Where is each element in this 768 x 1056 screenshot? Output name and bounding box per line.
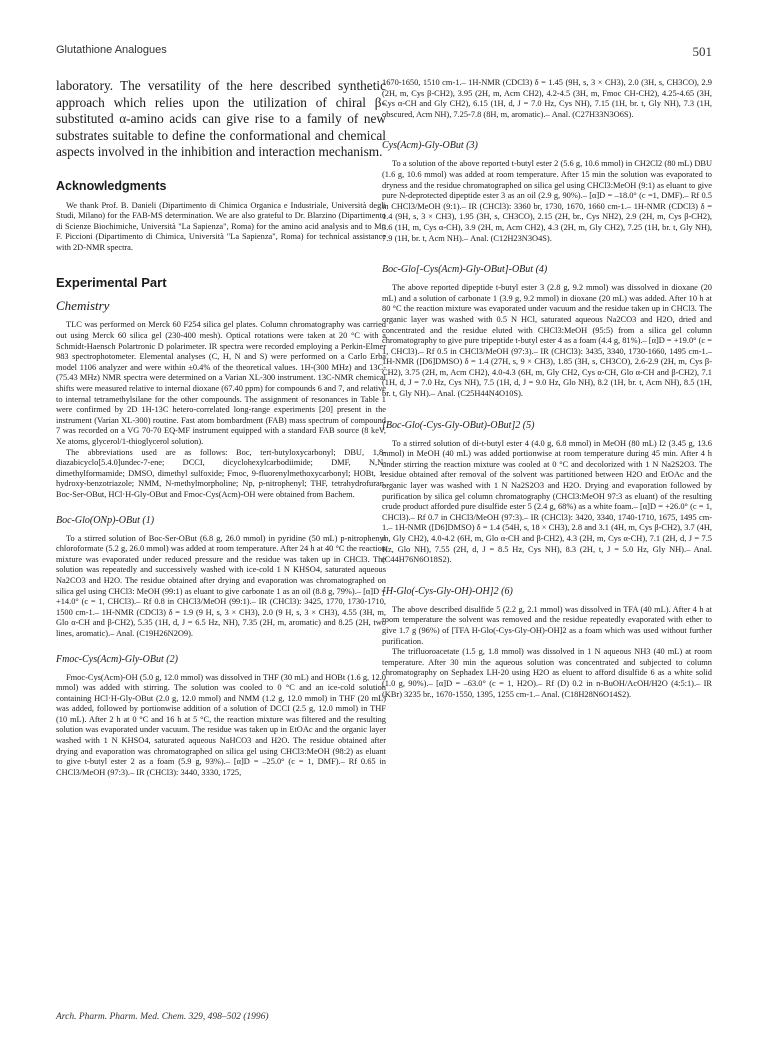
right-column [382,78,712,700]
compound-2-text: Fmoc-Cys(Acm)-OH (5.0 g, 12.0 mmol) was dissolved in THF (30 mL) and HOBt (1.6 g, 12.0 mmol) was added with stirring. The solution was cooled to 0 °C and an ice-cold solution containing HCl·H-Gly-OBut (2.0 g, 12.0 mmol) and NMM (1.2 g, 12.0 mmol) in THF (20 mL) was added, followed by portionwise addition of a solution of DCCI (2.5 g, 12.0 mmol) in THF (10 mL). After 2 h at 0 °C and 16 h at 5 °C, the reaction mixture was filtered and the resulting solution was evaporated under vacuum. The residue was taken up in EtOAc and the organic layer washed with 1 N KHSO4, saturated aqueous NaHCO3 and H2O. The residue obtained after drying and evaporation was chromatographed on silica gel using CHCl3:MeOH (98:2) as eluant to give t-butyl ester 2 as a foam (5.9 g, 93%).– [α]D = –25.0° (c = 1, DMF).– Rf 0.65 in CHCl3/MeOH (97:3).– IR (CHCl3): 3440, 3330, 1725, [56,672,386,777]
compound-6-heading: [H-Glo(-Cys-Gly-OH)-OH]2 (6) [382,585,513,597]
compound-2-heading: Fmoc-Cys(Acm)-Gly-OBut (2) [56,653,178,665]
acknowledgments-text: We thank Prof. B. Danieli (Dipartimento di Chimica Organica e Industriale, Università degli Studi, Milano) for the FAB-MS determination. We are also grateful to Dr. Blarzino (Dipartimento di Scienze Biochimiche, Università "La Sapienza", Roma) for the amino acid analysis and to Mr. F. Piccioni (Dipartimento di Chimica, Università "La Sapienza", Roma) for technical assistance with 2D-NMR spectra. [56,200,386,252]
running-header: Glutathione Analogues [56,44,167,56]
chemistry-paragraph-1: TLC was performed on Merck 60 F254 silica gel plates. Column chromatography was carried out using Merck 60 silica gel (230-400 mesh). Optical rotations were taken at 20 °C with a Schmidt-Haensch Polartronic D polarimeter. IR spectra were recorded employing a Perkin-Elmer 983 spectrophotometer. Elemental analyses (C, H, N and S) were performed on a Carlo Erba model 1106 analyzer and were within ±0.4% of the theoretical values. 1H-(300 MHz) and 13C-(75.43 MHz) NMR spectra were determined on a Varian XL-300 instrument. 13C-NMR chemical shifts were measured relative to internal dioxane (67.40 ppm) for compounds 6 and 7, and relative to internal tetramethylsilane for the other compounds. The assignment of resonances in Table 1 were confirmed by 2D 1H-13C hetero-correlated long-range experiments [20] present in the instrument (Varian XL-300) routine. Fast atom bombardment (FAB) mass spectrum of compound 7 was recorded on a VG 70-70 EQ-MF instrument equipped with a standard FAB source (8 keV, Xe atoms, glycerol/1-thioglycerol solution). [56,320,386,446]
left-column [56,78,386,778]
compound-4-text: The above reported dipeptide t-butyl ester 3 (2.8 g, 9.2 mmol) was dissolved in dioxane (20 mL) and a solution of carbonate 1 (3.9 g, 9.2 mmol) in dioxane (20 mL) was added. After 10 h at 80 °C the reaction mixture was evaporated under vacuum and the residue taken up in CHCl3. The organic layer was washed with 0.5 N HCl, saturated aqueous Na2CO3 and H2O, dried and concentrated and the residue eluted with CHCl3:MeOH (95:5) from a silica gel column chromatography to give pure tripeptide t-butyl ester 4 as a foam (4.4 g, 81%).– [α]D = +19.0° (c = 1, CHCl3).– Rf 0.5 in CHCl3/MeOH (97:3).– IR (CHCl3): 3435, 3340, 1730-1660, 1495 cm-1.– 1H-NMR ([D6]DMSO) δ = 1.4 (27H, s, 9 × CH3), 1.85 (3H, s, CH3CO), 2.6-2.9 (2H, m, Cys β-CH2), 3.75 (2H, m, Acm CH2), 4.0-4.3 (6H, m, Gly CH2, Cys α-CH, Glo α-CH and β-CH2), 7.1 (1H, d, J = 7.0 Hz, Cys NH), 7.5 (1H, d, J = 9.0 Hz, Glo NH), 8.2 (1H, br. t, Acm NH), 8.5 (1H, br. t, Gly NH).– Anal. (C25H44N4O10S). [382,283,712,399]
compound-6-text-2: The trifluoroacetate (1.5 g, 1.8 mmol) was dissolved in 1 N aqueous NH3 (40 mL) at room temperature. After 30 min the aqueous solution was concentrated and subjected to column chromatography on Sephadex LH-20 using H2O as eluent to afford disulfide 6 as a white solid (1.0 g, 90%).– [α]D = –63.0° (c = 1, H2O).– Rf (D) 0.2 in n-BuOH/AcOH/H2O (4:5:1).– IR (KBr) 3235 br., 1670-1550, 1395, 1255 cm-1.– Anal. (C18H28N6O14S2). [382,647,712,699]
intro-paragraph: laboratory. The versatility of the here described synthetic approach which relies upon the utilization of chiral β-substituted α-amino acids can give rise to a family of new substrates suitable to define the conformational and chemical aspects involved in the inhibition and interaction mechanism. [56,78,386,159]
compound-1-text: To a stirred solution of Boc-Ser-OBut (6.8 g, 26.0 mmol) in pyridine (50 mL) p-nitrophenyl chloroformate (5.2 g, 26.0 mmol) was added at room temperature. After 24 h at 40 °C the reaction mixture was evaporated under reduced pressure and the residue was taken up in CHCl3. The solution was repeatedly and successively washed with ice-cold 1 N KHSO4, saturated aqueous Na2CO3 and H2O. The residue obtained after drying and evaporation was chromatographed on silica gel using CHCl3: MeOH (99:1) as eluant to give carbonate 1 as an oil (8.8 g, 79%).– [α]D = +14.0° (c = 1, CHCl3).– Rf 0.8 in CHCl3/MeOH (99:1).– IR (CHCl3): 3425, 1770, 1730-1710, 1500 cm-1.– 1H-NMR (CDCl3) δ = 1.9 (9 H, s, 3 × CH3), 2.0 (9 H, s, 3 × CH3), 4.55 (3H, m, Glo α-CH and β-CH2), 5.35 (1H, d, J = 6.5 Hz, NH), 7.35 (2H, m, aromatic) and 8.25 (2H, two lines, aromatic).– Anal. (C19H26N2O9). [56,533,386,638]
compound-4-heading: Boc-Glo[-Cys(Acm)-Gly-OBut]-OBut (4) [382,264,548,276]
journal-footer: Arch. Pharm. Pharm. Med. Chem. 329, 498–502 (1996) [56,1012,269,1022]
compound-1-heading: Boc-Glo(ONp)-OBut (1) [56,514,155,526]
compound-2-continued: 1670-1650, 1510 cm-1.– 1H-NMR (CDCl3) δ = 1.45 (9H, s, 3 × CH3), 2.0 (3H, s, CH3CO), 2.9 (2H, m, Cys β-CH2), 3.95 (2H, m, Acm CH2), 4.2-4.5 (3H, m, Fmoc CH-CH2), 4.25-4.65 (3H, Cys α-CH and Gly CH2), 6.15 (1H, d, J = 7.0 Hz, Cys NH), 7.15 (1H, br. t, Gly NH), 7.3 (1H, obscured, Acm NH), 7.25-7.8 (8H, m, aromatic).– Anal. (C27H33N3O6S). [382,78,712,119]
chemistry-paragraph-2: The abbreviations used are as follows: Boc, tert-butyloxycarbonyl; DBU, 1,8-diazabicyclo[5.4.0]undec-7-ene; DCCI, dicyclohexylcarbodiimide; DMF, N,N-dimethylformamide; DMSO, dimethyl sulfoxide; Fmoc, 9-fluorenylmethoxycarbonyl; HOBt, 1-hydroxy-benzotriazole; NMM, N-methylmorpholine; Np, p-nitrophenyl; THF, tetrahydrofuran. Boc-Ser-OBut, HCl·H-Gly-OBut and Fmoc-Cys(Acm)-OH were obtained from Bachem. [56,447,386,499]
compound-5-text: To a stirred solution of di-t-butyl ester 4 (4.0 g, 6.8 mmol) in MeOH (80 mL) I2 (3.45 g, 13.6 mmol) in MeOH (40 mL) was added portionwise at room temperature during 45 min. After 4 h under stirring the reaction mixture was cooled at 0 °C and decolorized with 1 N Na2S2O3. The residue obtained after removal of the solvent was partitioned between H2O and EtOAc and the organic layer was washed with 1 N Na2S2O3 and H2O. Drying and evaporation followed by purification by silica gel column chromatography (CHCl3:MeOH 97:3 as eluant) of the resulting crude product afforded pure disulfide ester 5 (2.4 g, 68%) as a white foam.– [α]D = +26.0° (c = 1, CHCl3).– Rf 0.7 in CHCl3/MeOH (97:3).– IR (CHCl3): 3420, 3340, 1740-1710, 1675, 1495 cm-1.– 1H-NMR ([D6]DMSO) δ = 1.4 (54H, s, 18 × CH3), 2.8 and 3.1 (4H, m, Cys β-CH2), 3.7 (4H, m, Gly CH2), 4.0-4.2 (6H, m, Glo α-CH and β-CH2), 4.3 (2H, m, Cys α-CH), 7.1 (2H, d, J = 7.5 Hz, Glo NH), 7.55 (2H, d, J = 8.5 Hz, Cys NH), 8.3 (2H, t, J = 5.0 Hz, Gly NH).– Anal. (C44H76N6O18S2). [382,438,712,565]
chemistry-heading: Chemistry [56,298,110,314]
compound-3-text: To a solution of the above reported t-butyl ester 2 (5.6 g, 10.6 mmol) in CH2Cl2 (80 mL) DBU (1.6 g, 10.6 mmol) was added at room temperature. After 15 min the solution was evaporated to dryness and the residue chromatographed on silica gel using CHCl3:MeOH (9:1) as eluant to give pure N-deprotected dipeptide ester 3 as an oil (2.9 g, 90%).– [α]D = –18.0° (c =1, DMF).– Rf 0.5 in CHCl3/MeOH (9:1).– IR (CHCl3): 3360 br, 1730, 1670, 1660 cm-1.– 1H-NMR (CDCl3) δ = 1.4 (9H, s, 3 × CH3), 1.95 (3H, s, CH3CO), 2.15 (2H, br., Cys NH2), 2.9 (2H, m, Cys β-CH2), 3.6 (1H, m, Cys α-CH), 3.9 (2H, m, Acm CH2), 4.3 (2H, m, Gly CH2), 7.25 (1H, br. t, Gly NH), 7.9 (1H, br. t, Acm NH).– Anal. (C12H23N3O4S). [382,159,712,243]
compound-6-text: The above described disulfide 5 (2.2 g, 2.1 mmol) was dissolved in TFA (40 mL). After 4 h at room temperature the solvent was removed and the residue repeatedly evaporated with ether to give 1.7 g (96%) of [TFA H-Glo(-Cys-Gly-OH)-OH]2 as a foam which was used without further purification. [382,604,712,646]
compound-5-heading: [Boc-Glo(-Cys-Gly-OBut)-OBut]2 (5) [382,419,535,431]
acknowledgments-heading: Acknowledgments [56,178,167,193]
experimental-heading: Experimental Part [56,275,167,291]
page-number: 501 [692,44,712,59]
compound-3-heading: Cys(Acm)-Gly-OBut (3) [382,140,478,152]
